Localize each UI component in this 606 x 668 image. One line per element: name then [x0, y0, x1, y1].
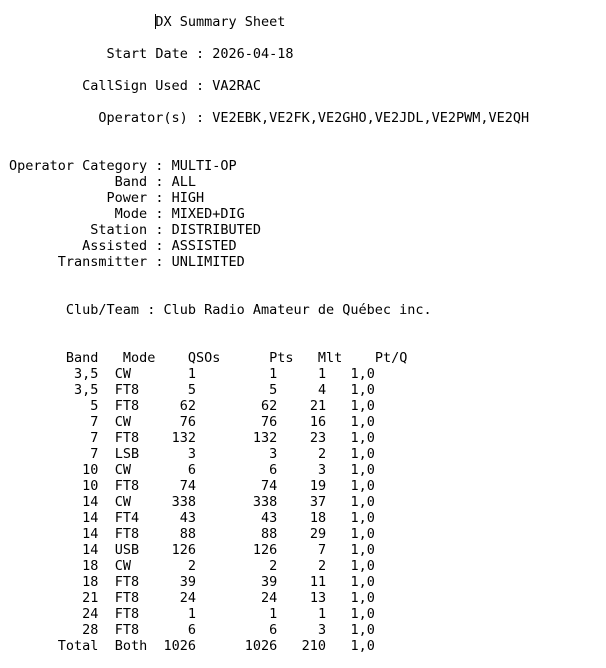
- cell-qsos: 88: [179, 526, 196, 542]
- blank-line: [9, 62, 529, 78]
- table-row: [9, 574, 529, 590]
- table-row: [9, 382, 529, 398]
- cell-mlt: 4: [317, 382, 327, 398]
- table-row: [9, 510, 529, 526]
- cell-ptq: 1,0: [350, 430, 375, 446]
- cell-qsos: 126: [171, 542, 196, 558]
- table-row: [9, 542, 529, 558]
- cell-mode: FT8: [114, 526, 140, 542]
- cell-band: 14: [82, 494, 99, 510]
- cell-mode: CW: [114, 462, 131, 478]
- cell-band: 14: [82, 510, 99, 526]
- field-value: VE2EBK,VE2FK,VE2GHO,VE2JDL,VE2PWM,VE2QH: [212, 110, 530, 126]
- field-label: Transmitter: [57, 254, 148, 270]
- cell-pts: 88: [261, 526, 278, 542]
- field-mode: Mode : MIXED+DIG: [114, 206, 245, 222]
- table-row: [9, 494, 529, 510]
- cell-mlt: 11: [309, 574, 327, 590]
- summary-document: [9, 14, 529, 654]
- blank-line: [9, 30, 529, 46]
- cell-band: 18: [82, 558, 99, 574]
- cell-pts: 5: [269, 382, 278, 398]
- cell-mode: USB: [114, 542, 140, 558]
- cell-mode: FT4: [114, 510, 140, 526]
- cell-ptq: 1,0: [350, 590, 375, 606]
- cell-pts: 6: [269, 622, 278, 638]
- table-row: [9, 398, 529, 414]
- field-value: HIGH: [171, 190, 205, 206]
- cell-band: 18: [82, 574, 99, 590]
- cell-mode: CW: [114, 366, 131, 382]
- cell-pts: 1: [269, 606, 278, 622]
- cell-band: 10: [82, 478, 99, 494]
- field-value: Club Radio Amateur de Québec inc.: [163, 302, 432, 318]
- page-title: DX Summary Sheet: [155, 14, 286, 30]
- blank-line: [9, 94, 529, 110]
- cell-mode: FT8: [114, 622, 140, 638]
- field-callsign: CallSign Used : VA2RAC: [82, 78, 261, 94]
- cell-mlt: 3: [317, 622, 327, 638]
- cell-qsos: 24: [179, 590, 196, 606]
- cell-qsos: 1: [187, 366, 196, 382]
- column-header: Band: [65, 350, 99, 366]
- cell-mode: LSB: [114, 446, 140, 462]
- field-label: Club/Team: [65, 302, 140, 318]
- field-label: Power: [106, 190, 148, 206]
- cell-ptq: 1,0: [350, 622, 375, 638]
- field-transmitter: Transmitter : UNLIMITED: [57, 254, 245, 270]
- cell-ptq: 1,0: [350, 382, 375, 398]
- cell-pts: 39: [261, 574, 278, 590]
- cell-mlt: 19: [309, 478, 327, 494]
- column-header: Pt/Q: [374, 350, 408, 366]
- cell-qsos: 43: [179, 510, 196, 526]
- blank-line: [9, 142, 529, 158]
- cell-ptq: 1,0: [350, 606, 375, 622]
- cell-mlt: 1: [317, 606, 327, 622]
- cell-pts: 338: [252, 494, 278, 510]
- table-row: [9, 590, 529, 606]
- cell-mode: FT8: [114, 574, 140, 590]
- cell-band: 7: [90, 430, 99, 446]
- cell-pts: 126: [252, 542, 278, 558]
- cell-band: 3,5: [74, 382, 99, 398]
- field-value: 2026-04-18: [212, 46, 294, 62]
- table-row: [9, 622, 529, 638]
- cell-mlt: 2: [317, 558, 327, 574]
- table-row: [9, 606, 529, 622]
- cell-mlt: 7: [317, 542, 327, 558]
- cell-mode: CW: [114, 414, 131, 430]
- field-value: ASSISTED: [171, 238, 237, 254]
- cell-qsos: 5: [187, 382, 196, 398]
- cell-pts: 74: [261, 478, 278, 494]
- cell-pts: 132: [252, 430, 278, 446]
- cell-band: 10: [82, 462, 99, 478]
- field-label: Mode: [114, 206, 148, 222]
- cell-ptq: 1,0: [350, 542, 375, 558]
- cell-mlt: 29: [309, 526, 327, 542]
- cell-ptq: 1,0: [350, 446, 375, 462]
- cell-ptq: 1,0: [350, 478, 375, 494]
- cell-band: Total: [57, 638, 99, 654]
- table-row: [9, 526, 529, 542]
- cell-qsos: 6: [187, 622, 196, 638]
- field-label: Operator Category: [9, 158, 148, 174]
- table-row: [9, 558, 529, 574]
- field-station: Station : DISTRIBUTED: [90, 222, 261, 238]
- cell-ptq: 1,0: [350, 494, 375, 510]
- cell-mode: FT8: [114, 478, 140, 494]
- field-assisted: Assisted : ASSISTED: [82, 238, 237, 254]
- table-row: [9, 446, 529, 462]
- cell-qsos: 1: [187, 606, 196, 622]
- column-header: Pts: [269, 350, 294, 366]
- column-header: Mode: [122, 350, 156, 366]
- cell-band: 3,5: [74, 366, 99, 382]
- cell-mode: FT8: [114, 590, 140, 606]
- cell-qsos: 338: [171, 494, 196, 510]
- cell-pts: 1026: [244, 638, 278, 654]
- cell-band: 24: [82, 606, 99, 622]
- field-operator_category: Operator Category : MULTI-OP: [9, 158, 237, 174]
- blank-line: [9, 270, 529, 286]
- field-label: Operator(s): [98, 110, 188, 126]
- cell-ptq: 1,0: [350, 462, 375, 478]
- cell-qsos: 132: [171, 430, 196, 446]
- cell-qsos: 2: [187, 558, 196, 574]
- field-label: Station: [90, 222, 148, 238]
- cell-qsos: 6: [187, 462, 196, 478]
- cell-pts: 1: [269, 366, 278, 382]
- cell-pts: 24: [261, 590, 278, 606]
- blank-line: [9, 126, 529, 142]
- cell-mode: FT8: [114, 430, 140, 446]
- cell-ptq: 1,0: [350, 510, 375, 526]
- field-value: DISTRIBUTED: [171, 222, 261, 238]
- cell-ptq: 1,0: [350, 414, 375, 430]
- table-row: [9, 414, 529, 430]
- cell-mlt: 37: [309, 494, 327, 510]
- cell-pts: 76: [261, 414, 278, 430]
- column-header: QSOs: [187, 350, 221, 366]
- cell-ptq: 1,0: [350, 638, 375, 654]
- field-value: UNLIMITED: [171, 254, 245, 270]
- title-line: [9, 14, 529, 30]
- cell-mode: FT8: [114, 382, 140, 398]
- cell-band: 21: [82, 590, 99, 606]
- cell-mode: CW: [114, 494, 131, 510]
- field-value: MIXED+DIG: [171, 206, 245, 222]
- cell-mlt: 13: [309, 590, 327, 606]
- field-value: VA2RAC: [212, 78, 261, 94]
- cell-mode: Both: [114, 638, 148, 654]
- cell-mode: FT8: [114, 606, 140, 622]
- blank-line: [9, 286, 529, 302]
- cell-mlt: 3: [317, 462, 327, 478]
- cell-band: 28: [82, 622, 99, 638]
- table-row: [9, 462, 529, 478]
- cell-ptq: 1,0: [350, 526, 375, 542]
- cell-mlt: 1: [317, 366, 327, 382]
- field-club: Club/Team : Club Radio Amateur de Québec inc.: [65, 302, 432, 318]
- cell-pts: 2: [269, 558, 278, 574]
- cell-ptq: 1,0: [350, 366, 375, 382]
- table-row: [9, 366, 529, 382]
- cell-band: 7: [90, 446, 99, 462]
- cell-qsos: 62: [179, 398, 196, 414]
- column-header: Mlt: [317, 350, 343, 366]
- cell-mlt: 16: [309, 414, 327, 430]
- cell-ptq: 1,0: [350, 398, 375, 414]
- field-power: Power : HIGH: [106, 190, 205, 206]
- cell-qsos: 74: [179, 478, 196, 494]
- field-label: Assisted: [82, 238, 148, 254]
- cell-band: 7: [90, 414, 99, 430]
- field-operators: Operator(s) : VE2EBK,VE2FK,VE2GHO,VE2JDL,VE2PWM,VE2QH: [98, 110, 530, 126]
- cell-mlt: 23: [309, 430, 327, 446]
- field-band: Band : ALL: [114, 174, 196, 190]
- cell-mode: FT8: [114, 398, 140, 414]
- cell-band: 14: [82, 542, 99, 558]
- blank-line: [9, 318, 529, 334]
- cell-qsos: 3: [187, 446, 196, 462]
- cell-mlt: 210: [301, 638, 327, 654]
- field-label: CallSign Used: [82, 78, 188, 94]
- blank-line: [9, 334, 529, 350]
- table-row: [9, 430, 529, 446]
- cell-pts: 62: [261, 398, 278, 414]
- table-row: [9, 478, 529, 494]
- table-total-row: [9, 638, 529, 654]
- cell-mlt: 2: [317, 446, 327, 462]
- field-label: Start Date: [106, 46, 188, 62]
- field-start_date: Start Date : 2026-04-18: [106, 46, 294, 62]
- cell-qsos: 76: [179, 414, 196, 430]
- table-header: [9, 350, 529, 366]
- cell-pts: 43: [261, 510, 278, 526]
- field-value: MULTI-OP: [171, 158, 237, 174]
- field-value: ALL: [171, 174, 196, 190]
- cell-ptq: 1,0: [350, 558, 375, 574]
- cell-pts: 6: [269, 462, 278, 478]
- cell-pts: 3: [269, 446, 278, 462]
- cell-mlt: 21: [309, 398, 327, 414]
- cell-mode: CW: [114, 558, 131, 574]
- cell-ptq: 1,0: [350, 574, 375, 590]
- cell-qsos: 39: [179, 574, 196, 590]
- field-label: Band: [114, 174, 148, 190]
- cell-qsos: 1026: [163, 638, 196, 654]
- cell-mlt: 18: [309, 510, 327, 526]
- cell-band: 5: [90, 398, 99, 414]
- cell-band: 14: [82, 526, 99, 542]
